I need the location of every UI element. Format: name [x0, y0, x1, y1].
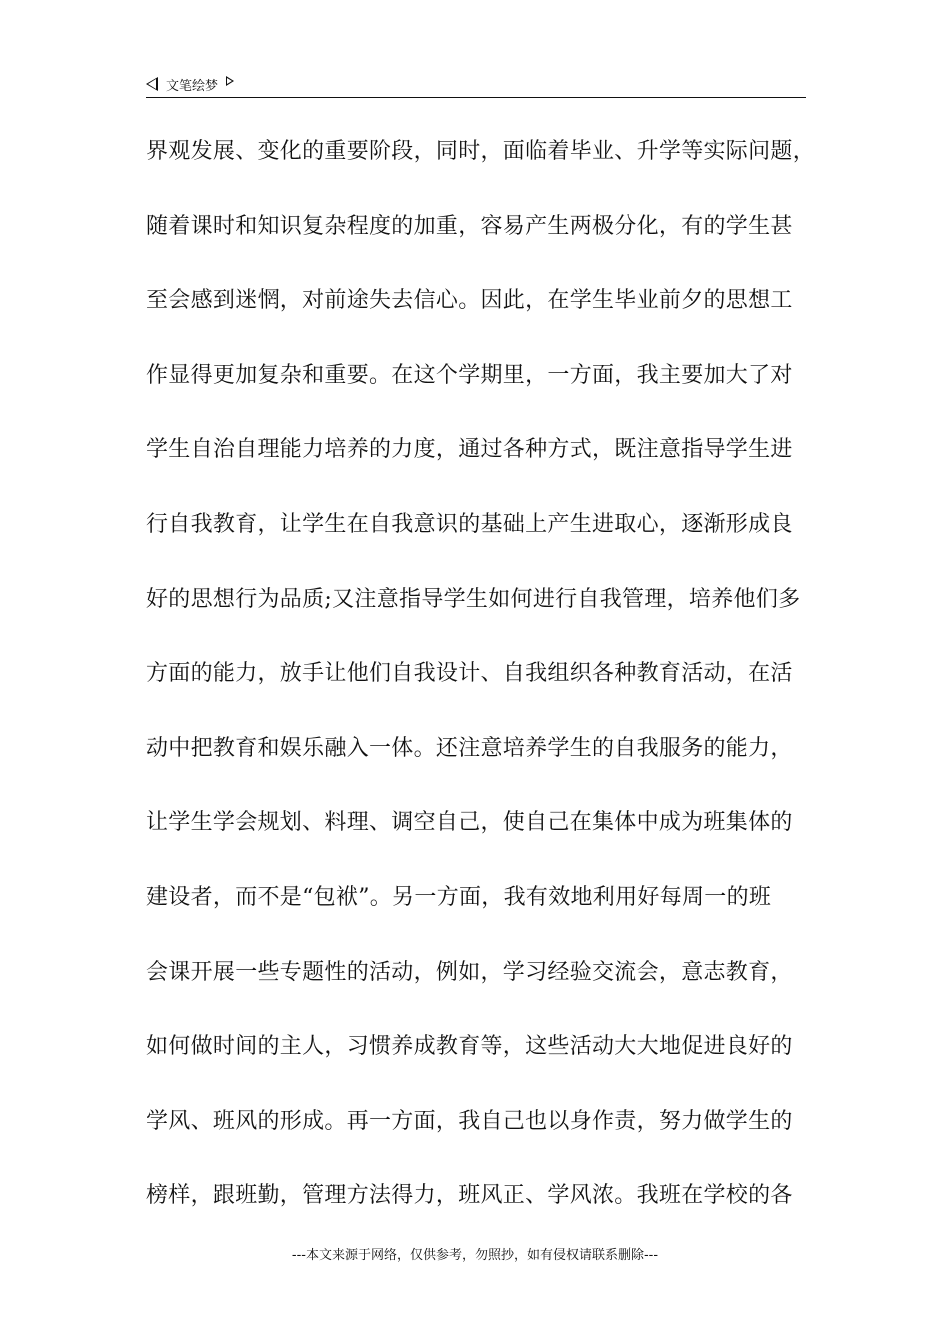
text-line: 随着课时和知识复杂程度的加重，容易产生两极分化，有的学生甚 [146, 213, 793, 239]
text-line: 至会感到迷惘，对前途失去信心。因此，在学生毕业前夕的思想工 [146, 288, 793, 314]
text-line: 好的思想行为品质;又注意指导学生如何进行自我管理，培养他们多 [146, 586, 801, 612]
text-line: 作显得更加复杂和重要。在这个学期里，一方面，我主要加大了对 [146, 362, 793, 388]
triangle-left-icon [146, 77, 158, 91]
text-line: 学风、班风的形成。再一方面，我自己也以身作责，努力做学生的 [146, 1108, 793, 1134]
text-line: 建设者，而不是“包袱”。另一方面，我有效地利用好每周一的班 [146, 884, 772, 910]
text-line: 方面的能力，放手让他们自我设计、自我组织各种教育活动，在活 [146, 661, 793, 687]
header-title: 文笔绘梦 [166, 78, 219, 94]
text-line: 如何做时间的主人，习惯养成教育等，这些活动大大地促进良好的 [146, 1034, 793, 1060]
text-line: 会课开展一些专题性的活动，例如，学习经验交流会，意志教育， [146, 959, 793, 985]
text-line: 榜样，跟班勤，管理方法得力，班风正、学风浓。我班在学校的各 [146, 1183, 793, 1209]
header-divider [146, 97, 806, 98]
text-line: 让学生学会规划、料理、调空自己，使自己在集体中成为班集体的 [146, 810, 793, 836]
triangle-right-icon [226, 76, 234, 86]
text-line: 学生自治自理能力培养的力度，通过各种方式，既注意指导学生进 [146, 437, 793, 463]
text-line: 动中把教育和娱乐融入一体。还注意培养学生的自我服务的能力， [146, 735, 793, 761]
footer-notice: ---本文来源于网络，仅供参考，勿照抄，如有侵权请联系删除--- [291, 1248, 659, 1263]
text-line: 界观发展、变化的重要阶段，同时，面临着毕业、升学等实际问题， [146, 139, 816, 164]
document-header [146, 72, 234, 96]
text-line: 行自我教育，让学生在自我意识的基础上产生进取心，逐渐形成良 [146, 511, 793, 537]
body-text [146, 126, 816, 1245]
